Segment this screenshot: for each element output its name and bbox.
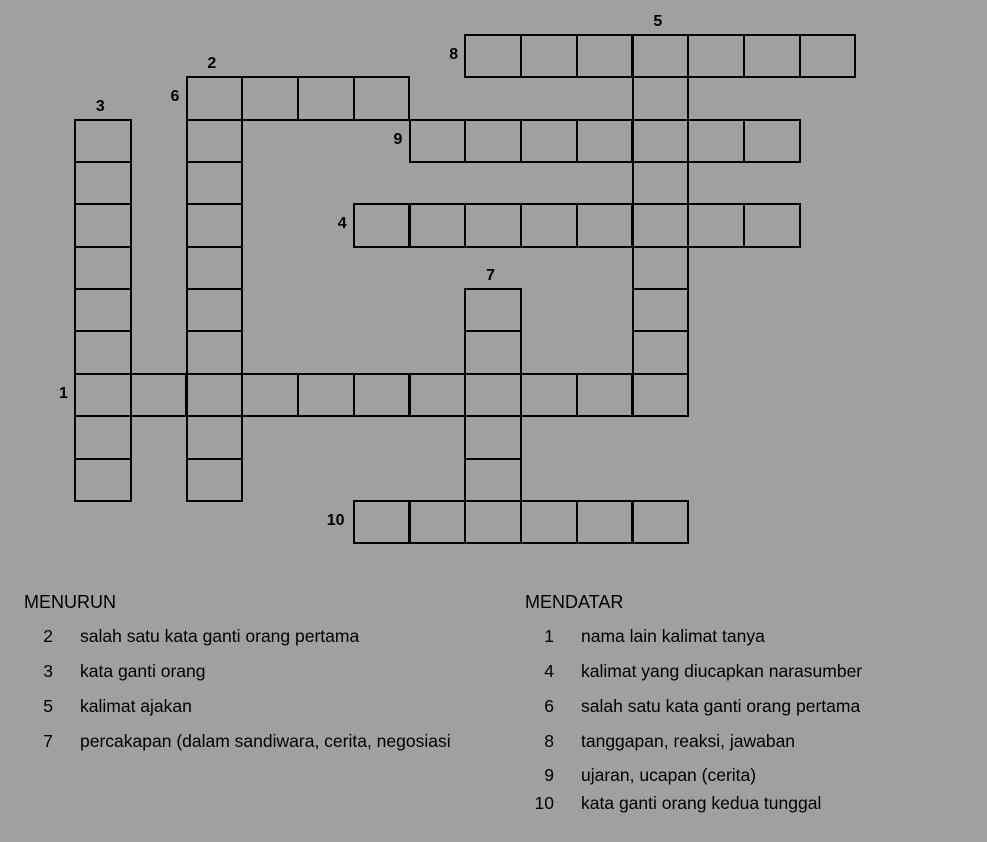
- clue-number: 9: [544, 765, 554, 785]
- grid-cell[interactable]: [687, 34, 745, 78]
- clue-number-label: 2: [207, 55, 217, 73]
- grid-cell[interactable]: [409, 500, 467, 544]
- grid-cell[interactable]: [520, 34, 578, 78]
- grid-cell[interactable]: [632, 119, 690, 163]
- grid-cell[interactable]: [186, 76, 244, 120]
- grid-cell[interactable]: [464, 203, 522, 247]
- grid-cell[interactable]: [799, 34, 857, 78]
- clue-number: 10: [534, 793, 554, 813]
- grid-cell[interactable]: [353, 76, 411, 120]
- grid-cell[interactable]: [130, 373, 188, 417]
- clue-number-label: 9: [393, 130, 403, 148]
- grid-cell[interactable]: [632, 246, 690, 290]
- grid-cell[interactable]: [186, 161, 244, 205]
- grid-cell[interactable]: [186, 330, 244, 374]
- grid-cell[interactable]: [186, 373, 244, 417]
- grid-cell[interactable]: [297, 373, 355, 417]
- clue-text: kalimat ajakan: [80, 696, 192, 716]
- grid-cell[interactable]: [409, 373, 467, 417]
- grid-cell[interactable]: [743, 203, 801, 247]
- grid-cell[interactable]: [632, 500, 690, 544]
- clue-text: kata ganti orang: [80, 661, 206, 681]
- grid-cell[interactable]: [186, 203, 244, 247]
- grid-cell[interactable]: [464, 373, 522, 417]
- clue-number-label: 10: [326, 511, 345, 529]
- grid-cell[interactable]: [687, 119, 745, 163]
- clue-number-label: 1: [59, 384, 68, 402]
- grid-cell[interactable]: [353, 373, 411, 417]
- grid-cell[interactable]: [464, 500, 522, 544]
- grid-cell[interactable]: [632, 373, 690, 417]
- grid-cell[interactable]: [409, 203, 467, 247]
- grid-cell[interactable]: [632, 330, 690, 374]
- grid-cell[interactable]: [520, 203, 578, 247]
- grid-cell[interactable]: [520, 373, 578, 417]
- grid-cell[interactable]: [186, 415, 244, 459]
- grid-cell[interactable]: [464, 415, 522, 459]
- grid-cell[interactable]: [74, 203, 132, 247]
- grid-cell[interactable]: [186, 246, 244, 290]
- grid-cell[interactable]: [353, 500, 411, 544]
- grid-cell[interactable]: [409, 119, 467, 163]
- clue-number: 3: [43, 661, 53, 681]
- grid-cell[interactable]: [520, 500, 578, 544]
- grid-cell[interactable]: [241, 76, 299, 120]
- down-heading: MENURUN: [24, 592, 116, 612]
- grid-cell[interactable]: [353, 203, 411, 247]
- grid-cell[interactable]: [576, 373, 634, 417]
- grid-cell[interactable]: [74, 373, 132, 417]
- grid-cell[interactable]: [464, 119, 522, 163]
- clue-number: 1: [544, 626, 554, 646]
- clue-text: ujaran, ucapan (cerita): [581, 765, 757, 785]
- clue-text: salah satu kata ganti orang pertama: [581, 696, 861, 716]
- clue-text: tanggapan, reaksi, jawaban: [581, 731, 796, 751]
- grid-cell[interactable]: [576, 500, 634, 544]
- across-heading: MENDATAR: [525, 592, 624, 612]
- grid-cell[interactable]: [464, 330, 522, 374]
- grid-cell[interactable]: [632, 203, 690, 247]
- clue-number-label: 7: [486, 267, 496, 285]
- grid-cell[interactable]: [632, 34, 690, 78]
- grid-cell[interactable]: [632, 161, 690, 205]
- grid-cell[interactable]: [74, 415, 132, 459]
- clue-number-label: 8: [449, 46, 459, 63]
- grid-cell[interactable]: [186, 288, 244, 332]
- clue-text: kalimat yang diucapkan narasumber: [581, 661, 863, 681]
- clue-number: 7: [43, 731, 53, 751]
- grid-cell[interactable]: [297, 76, 355, 120]
- grid-cell[interactable]: [576, 34, 634, 78]
- clue-text: salah satu kata ganti orang pertama: [80, 626, 360, 646]
- clue-text: percakapan (dalam sandiwara, cerita, negosiasi: [80, 731, 451, 751]
- clue-number: 6: [544, 696, 554, 716]
- grid-cell[interactable]: [241, 373, 299, 417]
- clue-number: 4: [544, 661, 554, 681]
- grid-cell[interactable]: [743, 34, 801, 78]
- grid-cell[interactable]: [632, 288, 690, 332]
- clue-number-label: 5: [653, 13, 663, 30]
- grid-cell[interactable]: [186, 458, 244, 502]
- clue-number-label: 3: [95, 97, 105, 115]
- grid-cell[interactable]: [464, 288, 522, 332]
- clue-text: nama lain kalimat tanya: [581, 626, 765, 646]
- grid-cell[interactable]: [743, 119, 801, 163]
- clue-number-label: 6: [170, 88, 180, 106]
- clue-number: 2: [43, 626, 53, 646]
- grid-cell[interactable]: [576, 203, 634, 247]
- grid-cell[interactable]: [520, 119, 578, 163]
- grid-cell[interactable]: [74, 161, 132, 205]
- grid-cell[interactable]: [464, 34, 522, 78]
- grid-cell[interactable]: [74, 458, 132, 502]
- grid-cell[interactable]: [464, 458, 522, 502]
- grid-cell[interactable]: [576, 119, 634, 163]
- clue-number: 5: [43, 696, 53, 716]
- clue-text: kata ganti orang kedua tunggal: [581, 793, 822, 813]
- grid-cell[interactable]: [632, 76, 690, 120]
- clue-number-label: 4: [337, 215, 347, 233]
- grid-cell[interactable]: [687, 203, 745, 247]
- grid-cell[interactable]: [74, 288, 132, 332]
- grid-cell[interactable]: [186, 119, 244, 163]
- clue-number: 8: [544, 731, 554, 751]
- grid-cell[interactable]: [74, 246, 132, 290]
- grid-cell[interactable]: [74, 330, 132, 374]
- grid-cell[interactable]: [74, 119, 132, 163]
